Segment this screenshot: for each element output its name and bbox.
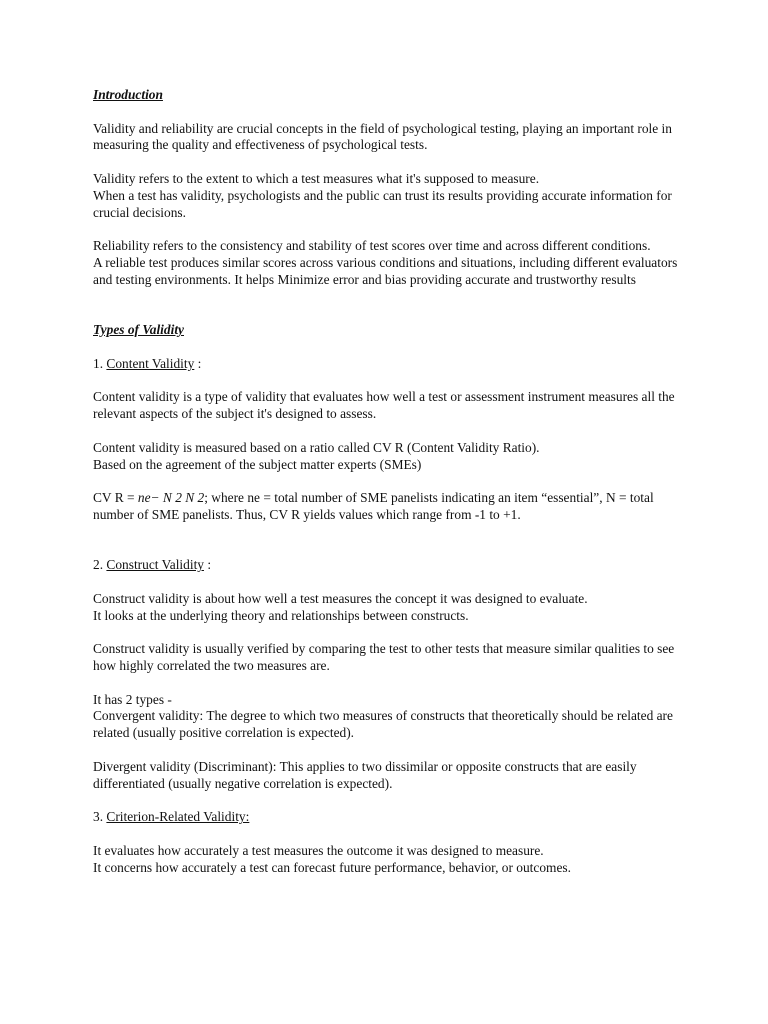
criterion-validity-paragraph: [93, 843, 683, 877]
intro-heading: Introduction: [93, 87, 163, 102]
construct-validity-paragraph-1: [93, 591, 683, 625]
content-validity-title: Content Validity: [106, 355, 195, 371]
construct-types-intro: It has 2 types -: [93, 691, 172, 707]
content-validity-heading: [93, 356, 683, 373]
content-validity-paragraph-2: [93, 440, 683, 474]
criterion-forecast: It concerns how accurately a test can forecast future performance, behavior, or outcomes.: [93, 859, 571, 875]
cvr-formula-prefix: CV R =: [93, 490, 138, 506]
convergent-validity: Convergent validity: The degree to which two measures of constructs that theoretically should be related are related (usually positive correlation is expected).: [93, 708, 673, 741]
construct-validity-suffix: :: [203, 557, 212, 573]
construct-definition: Construct validity is about how well a test measures the concept it was designed to evaluate.: [93, 590, 588, 606]
construct-validity-number: 2.: [93, 557, 104, 573]
construct-validity-paragraph-3: [93, 692, 683, 742]
content-validity-number: 1.: [93, 355, 104, 371]
construct-validity-paragraph-2: Construct validity is usually verified by comparing the test to other tests that measure similar qualities to see how highly correlated the two measures are.: [93, 641, 675, 674]
validity-trust: When a test has validity, psychologists and the public can trust its results providing accurate information for crucial decisions.: [93, 187, 672, 220]
construct-theory: It looks at the underlying theory and relationships between constructs.: [93, 607, 469, 623]
criterion-validity-title: Criterion-Related Validity:: [106, 809, 250, 825]
criterion-definition: It evaluates how accurately a test measures the outcome it was designed to measure.: [93, 842, 544, 858]
cvr-formula-paragraph: [93, 490, 683, 524]
cvr-sme-basis: Based on the agreement of the subject matter experts (SMEs): [93, 456, 422, 472]
cvr-formula-math: ne− N 2 N 2: [137, 490, 205, 506]
cvr-definition: Content validity is measured based on a ratio called CV R (Content Validity Ratio).: [93, 439, 540, 455]
criterion-validity-heading: [93, 809, 683, 826]
cvr-formula-rest: ; where ne = total number of SME panelists indicating an item “essential”, N = total number of SME panelists. Thus, CV R yields values which range from -1 to +1.: [93, 490, 654, 522]
intro-paragraph-3: [93, 238, 683, 288]
criterion-validity-number: 3.: [93, 809, 104, 825]
construct-validity-heading: [93, 557, 683, 574]
content-validity-paragraph-1: Content validity is a type of validity that evaluates how well a test or assessment instrument measures all the relevant aspects of the subject it's designed to assess.: [93, 389, 675, 422]
intro-paragraph-2: [93, 171, 683, 221]
document-page: [93, 87, 683, 893]
validity-definition: Validity refers to the extent to which a test measures what it's supposed to measure.: [93, 170, 540, 186]
intro-paragraph-1: Validity and reliability are crucial concepts in the field of psychological testing, playing an important role in measuring the quality and effectiveness of psychological tests.: [93, 120, 672, 153]
reliability-definition: Reliability refers to the consistency and stability of test scores over time and across different conditions.: [93, 238, 651, 254]
divergent-validity: Divergent validity (Discriminant): This applies to two dissimilar or opposite constructs that are easily differentiated (usually negative correlation is expected).: [93, 758, 637, 791]
reliability-detail: A reliable test produces similar scores across various conditions and situations, including different evaluators and testing environments. It helps Minimize error and bias providing accurate and trustworthy results: [93, 254, 678, 287]
construct-validity-title: Construct Validity: [106, 557, 204, 573]
types-heading: Types of Validity: [93, 322, 184, 338]
content-validity-suffix: :: [194, 355, 202, 371]
